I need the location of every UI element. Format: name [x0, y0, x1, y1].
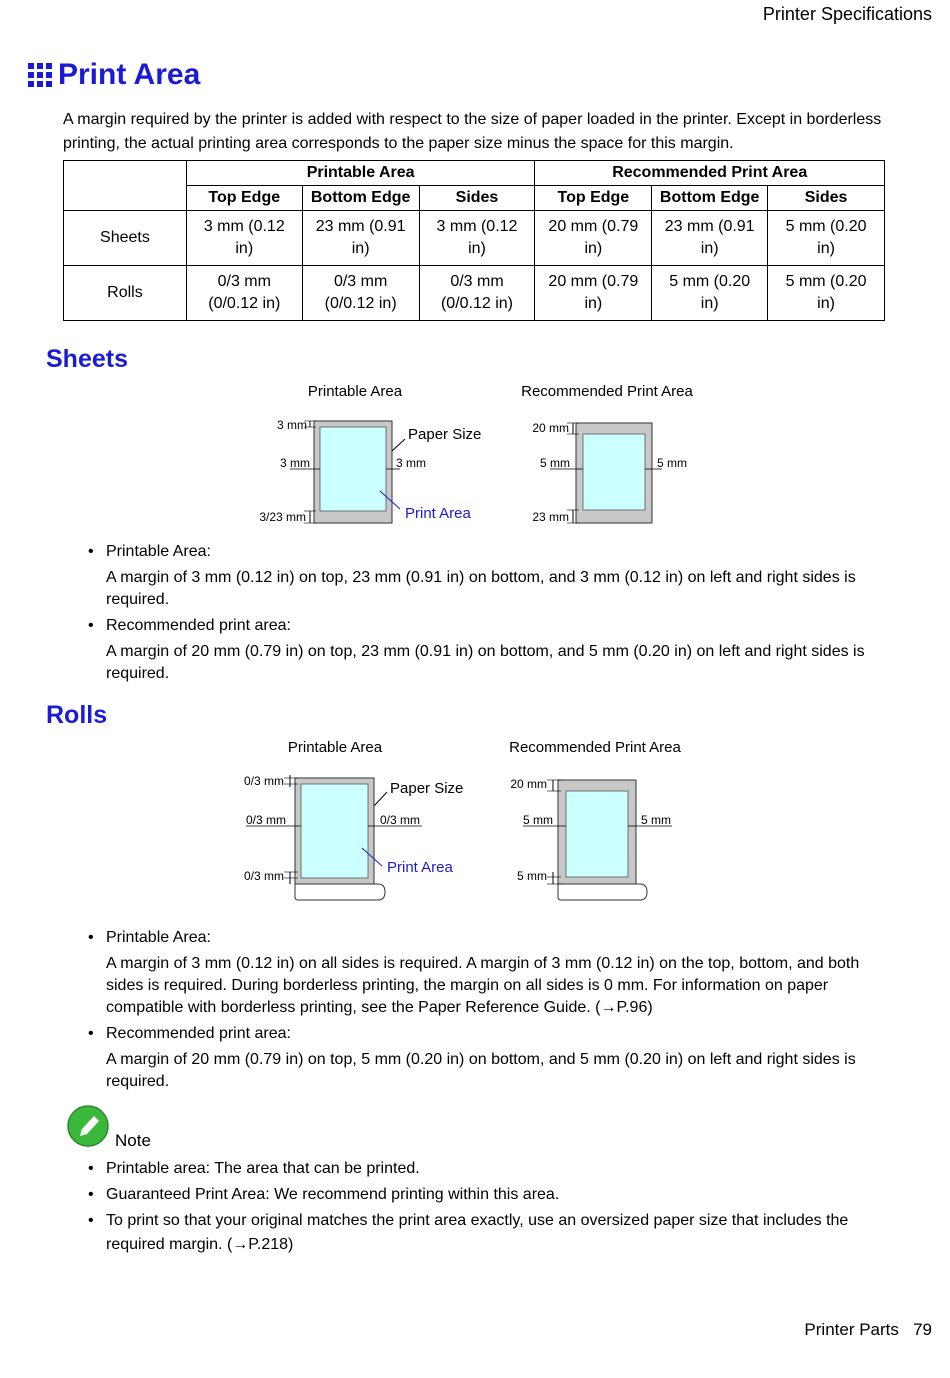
- cell-line: (0/0.12 in): [324, 295, 397, 312]
- dim-label-bottom: 3/23 mm: [259, 510, 306, 524]
- dim-label-bottom: 23 mm: [532, 510, 569, 524]
- page-footer: [804, 1320, 932, 1340]
- dim-label-right: 5 mm: [641, 813, 671, 827]
- table-cell: [302, 211, 419, 266]
- bullet-title: Printable Area:: [106, 543, 211, 560]
- print-area-rect: [583, 434, 645, 510]
- print-area-label: Print Area: [405, 505, 471, 522]
- cell-line: 20 mm (0.79: [548, 218, 639, 235]
- print-area-rect: [320, 427, 386, 511]
- sheets-diagram: [0, 375, 950, 540]
- table-col-header: Sides: [768, 186, 885, 211]
- cell-line: 5 mm (0.20: [785, 273, 867, 290]
- table-group-header: Printable Area: [186, 161, 535, 186]
- cell-line: in): [817, 295, 835, 312]
- print-area-rect: [566, 791, 628, 877]
- leader-line: [374, 792, 387, 806]
- table-row: [64, 211, 885, 266]
- pencil-note-icon: [66, 1104, 110, 1148]
- cell-line: in): [468, 240, 486, 257]
- table-cell: [768, 266, 885, 321]
- sheets-recommended-title: Recommended Print Area: [521, 383, 693, 400]
- bullet-body: A margin of 20 mm (0.79 in) on top, 23 mm (0.91 in) on bottom, and 5 mm (0.20 in) on left and right sides is required.: [106, 643, 865, 682]
- table-cell: [419, 266, 535, 321]
- dim-label-left: 3 mm: [280, 456, 310, 470]
- section-title-row: [28, 58, 200, 92]
- dim-label-top: 3 mm: [277, 418, 307, 432]
- rolls-recommended-title: Recommended Print Area: [509, 739, 681, 756]
- note-item: Guaranteed Print Area: We recommend printing within this area.: [106, 1186, 560, 1203]
- sheets-bullet-list: [88, 541, 888, 689]
- table-cell: [186, 211, 302, 266]
- table-row-label: Sheets: [64, 211, 187, 266]
- table-cell: [535, 266, 652, 321]
- bullet-body: A margin of 3 mm (0.12 in) on all sides is required. A margin of 3 mm (0.12 in) on the top, bottom, and both sides is required. During borderless printing, the margin on all sides is 0 mm. For information on paper compatible with borderless printing, see the Paper Reference Guide. (→P.96): [106, 955, 860, 1016]
- dim-label-top: 0/3 mm: [243, 774, 284, 788]
- cell-line: 3 mm (0.12: [436, 218, 518, 235]
- dim-label-left: 0/3 mm: [246, 813, 287, 827]
- list-item: • To print so that your original matches the print area exactly, use an oversized paper size that includes the required margin. (→P.218): [88, 1209, 888, 1257]
- note-item: Printable area: The area that can be printed.: [106, 1160, 420, 1177]
- dim-label-right: 3 mm: [396, 456, 426, 470]
- cell-line: 5 mm (0.20: [669, 273, 751, 290]
- note-label: Note: [115, 1131, 151, 1150]
- cell-line: in): [351, 240, 370, 257]
- table-cell: [652, 211, 768, 266]
- rolls-printable-title: Printable Area: [287, 739, 383, 756]
- list-item: • Guaranteed Print Area: We recommend printing within this area.: [88, 1183, 888, 1207]
- table-col-header: Sides: [419, 186, 535, 211]
- cell-line: 5 mm (0.20: [785, 218, 867, 235]
- cell-line: (0/0.12 in): [208, 295, 281, 312]
- paper-size-label: Paper Size: [408, 426, 482, 443]
- list-item: • Recommended print area:: [88, 615, 888, 637]
- list-item: • Printable Area:: [88, 927, 888, 949]
- footer-section: Printer Parts: [804, 1320, 899, 1339]
- leader-line: [392, 439, 405, 451]
- cell-line: 20 mm (0.79: [548, 273, 639, 290]
- note-item: To print so that your original matches the print area exactly, use an oversized paper size that includes the required margin. (→P.218): [106, 1212, 849, 1253]
- page-title: Print Area: [58, 58, 201, 91]
- table-cell: [186, 266, 302, 321]
- table-row-label: Rolls: [64, 266, 187, 321]
- cell-line: 0/3 mm: [217, 273, 271, 290]
- table-cell: [419, 211, 535, 266]
- sheets-printable-title: Printable Area: [307, 383, 403, 400]
- table-group-header: Recommended Print Area: [535, 161, 885, 186]
- table-cell: [768, 211, 885, 266]
- dim-label-bottom: 5 mm: [517, 869, 547, 883]
- note-list: [88, 1157, 888, 1257]
- bullet-body: A margin of 3 mm (0.12 in) on top, 23 mm (0.91 in) on bottom, and 3 mm (0.12 in) on left and right sides is required.: [106, 569, 856, 608]
- table-row: [64, 266, 885, 321]
- dim-label-right: 5 mm: [657, 456, 687, 470]
- dim-label-top: 20 mm: [532, 421, 569, 435]
- table-cell: [302, 266, 419, 321]
- bullet-body: A margin of 20 mm (0.79 in) on top, 5 mm (0.20 in) on bottom, and 5 mm (0.20 in) on left and right sides is required.: [106, 1051, 856, 1090]
- cell-line: 23 mm (0.91: [315, 218, 406, 235]
- table-cell: [535, 211, 652, 266]
- dim-label-bottom: 0/3 mm: [243, 869, 284, 883]
- cell-line: 3 mm (0.12: [203, 218, 285, 235]
- cell-line: 23 mm (0.91: [664, 218, 755, 235]
- table-corner-cell: [64, 161, 187, 211]
- cell-line: 0/3 mm: [450, 273, 504, 290]
- bullet-title: Recommended print area:: [106, 617, 291, 634]
- grid-bullet-icon: [28, 63, 52, 87]
- print-area-rect: [301, 784, 368, 878]
- running-header: Printer Specifications: [762, 4, 932, 24]
- list-item: • Printable Area:: [88, 541, 888, 563]
- table-col-header: Bottom Edge: [652, 186, 768, 211]
- table-cell: [652, 266, 768, 321]
- page-number: 79: [913, 1320, 932, 1339]
- dim-label-left: 5 mm: [523, 813, 553, 827]
- paper-size-label: Paper Size: [390, 780, 464, 797]
- cell-line: in): [584, 295, 603, 312]
- cell-line: (0/0.12 in): [440, 295, 514, 312]
- table-col-header: Bottom Edge: [302, 186, 419, 211]
- dim-label-right: 0/3 mm: [380, 813, 421, 827]
- dim-label-left: 5 mm: [540, 456, 570, 470]
- cell-line: in): [700, 240, 719, 257]
- dim-label-top: 20 mm: [510, 777, 547, 791]
- print-area-label: Print Area: [387, 859, 453, 876]
- cell-line: in): [584, 240, 603, 257]
- table-col-header: Top Edge: [186, 186, 302, 211]
- bullet-title: Recommended print area:: [106, 1025, 291, 1042]
- bullet-title: Printable Area:: [106, 929, 211, 946]
- cell-line: in): [235, 240, 254, 257]
- table-col-header: Top Edge: [535, 186, 652, 211]
- cell-line: in): [817, 240, 835, 257]
- print-area-table: [63, 160, 885, 321]
- cell-line: 0/3 mm: [333, 273, 388, 290]
- rolls-heading: Rolls: [46, 701, 108, 729]
- list-item: • Printable area: The area that can be printed.: [88, 1157, 888, 1181]
- sheets-heading: Sheets: [46, 345, 128, 373]
- intro-paragraph: A margin required by the printer is added with respect to the size of paper loaded in the printer. Except in borderless printing, the actual printing area corresponds to the paper size minus the space for this margin.: [63, 111, 882, 152]
- cell-line: in): [700, 295, 719, 312]
- rolls-bullet-list: [88, 927, 888, 1097]
- rolls-diagram: [0, 732, 950, 907]
- list-item: • Recommended print area:: [88, 1023, 888, 1045]
